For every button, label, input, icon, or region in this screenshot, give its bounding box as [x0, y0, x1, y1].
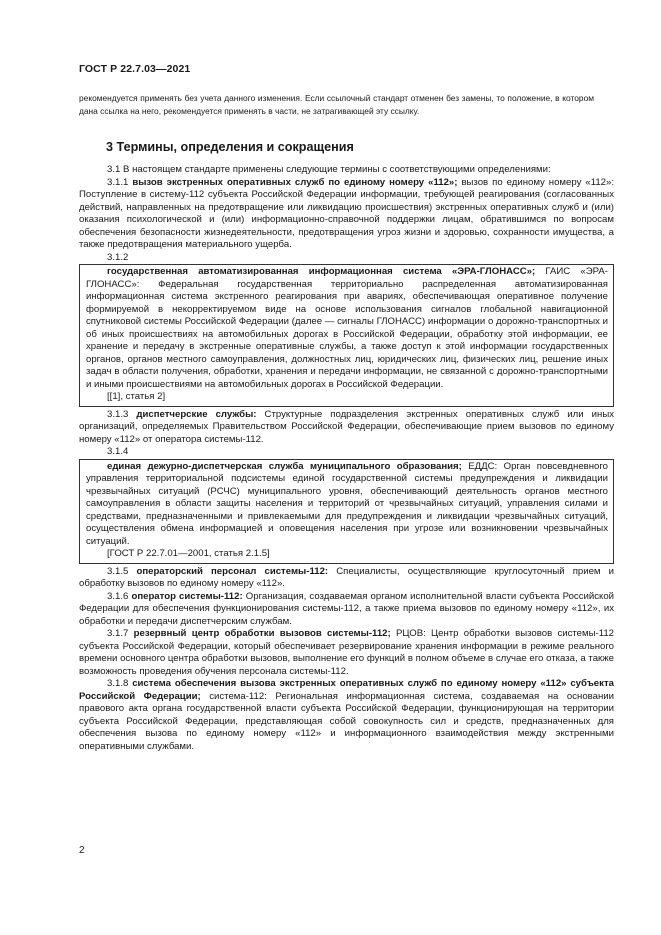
intro-paragraph: рекомендуется применять без учета данного изменения. Если ссылочный стандарт отменен без замены, то положение, в котором дана ссылка на него, рекомендуется применять в части, не затрагивающей эту ссылку. [79, 93, 594, 116]
term-3-1-7 [79, 628, 614, 678]
term-3-1-8 [79, 678, 614, 753]
term-reference: [ГОСТ Р 22.7.01—2001, статья 2.1.5] [107, 548, 270, 559]
term-3-1-2 [86, 266, 608, 391]
term-number: 3.1.1 [107, 176, 129, 188]
term-3-1-1 [79, 177, 614, 252]
section-title: 3 Термины, определения и сокращения [106, 140, 354, 154]
term-3-1-4 [86, 461, 608, 549]
paragraph-3-1: 3.1 В настоящем стандарте применены следующие термины с соответствующими определениями: [107, 164, 551, 175]
term-box-3-1-4 [79, 459, 614, 564]
term-definition: Специалисты, осуществляющие круглосуточный прием и обработку вызовов по единому номеру «112». [79, 565, 614, 589]
term-number-3-1-2: 3.1.2 [107, 251, 129, 263]
term-number-3-1-4: 3.1.4 [107, 446, 129, 457]
term-3-1-5 [79, 566, 614, 591]
term-number: 3.1.5 [107, 565, 129, 577]
term-definition: система-112: Региональная информационная система, создаваемая на основании правового акта органа государственной власти субъекта Российской Федерации, функционирующая на территории субъекта Российской Федерации, представляющая собой совокупность сил и средств, предназначенных для обеспечения вызова по единому номеру «112» и информационного взаимодействия между экстренными оперативными службами. [79, 690, 615, 752]
term-name: система обеспечения вызова экстренных оперативных служб по единому номеру «112» субъекта Российской Федерации; [79, 678, 614, 702]
term-number: 3.1.3 [107, 408, 129, 420]
term-definition: РЦОВ: Центр обработки вызовов системы-112 субъекта Российской Федерации, который обеспечивает резервирование хранения информации в режиме реального времени основного центра обработки вызовов, выполнение его функций в полном объеме в случае его отказа, а также возможность проведения обучения персонала системы-112. [79, 628, 614, 677]
term-3-1-6 [79, 591, 614, 629]
term-reference: [[1], статья 2] [107, 391, 166, 402]
term-definition: ГАИС «ЭРА-ГЛОНАСС»: Федеральная государственная территориально распределенная автоматизированная информационная система экстренного реагирования при авариях, обеспечивающая оперативное получение формируемой в некорректируемом виде на основе использования сигналов глобальной навигационной спутниковой системы Российской Федерации (далее — сигналы ГЛОНАСС) информации о дорожно-транспортных и об иных происшествиях на автомобильных дорогах в Российской Федерации, обработку этой информации, ее хранение и передачу в экстренные оперативные службы, а также доступ к этой информации государственных органов, органов местного самоуправления, должностных лиц, юридических лиц, физических лиц, решение иных задач в области получения, обработки, хранения и передачи информации, не связанной с дорожно-транспортными и иными происшествиями на автомобильных дорогах в Российской Федерации. [86, 266, 608, 390]
term-name: единая дежурно-диспетчерская служба муниципального образования; [107, 460, 462, 472]
term-name: операторский персонал системы-112: [136, 565, 329, 577]
term-name: вызов экстренных оперативных служб по единому номеру «112»; [132, 176, 458, 188]
term-number: 3.1.8 [107, 678, 129, 689]
term-definition: Организация, создаваемая органом исполнительной власти субъекта Российской Федерации для обеспечения функционирования системы-112, а также приема вызовов по единому номеру «112», их обработки и передачи диспетчерским службам. [79, 590, 615, 627]
term-name: оператор системы-112: [131, 590, 243, 602]
term-box-3-1-2 [79, 264, 614, 407]
term-definition: вызов по единому номеру «112»: Поступление в систему-112 субъекта Российской Федерации информации, требующей реагирования (согласованных действий, направленных на предотвращение или ликвидацию происшествия) экстренных оперативных служб и (или) оказания психологической и (или) информационно-справочной поддержки лицам, обратившимся по вопросам обеспечения безопасности жизнедеятельности, предотвращения угроз жизни и здоровью, сохранности имущества, а также предотвращения материального ущерба. [79, 176, 614, 250]
term-name: государственная автоматизированная информационная система «ЭРА-ГЛОНАСС»; [107, 266, 536, 277]
term-definition: ЕДДС: Орган повсевдневного управления территориальной подсистемы единой государственной системы предупреждения и ликвидации чрезвычайных ситуаций (РСЧС) муниципального уровня, обеспечивающий деятельность органов местного самоуправления в области защиты населения и территорий от чрезвычайных ситуаций, управления силами и средствами, предназначенными и привлекаемыми для предупреждения и ликвидации чрезвычайных ситуаций, осуществления обмена информацией и оповещения населения при угрозе или возникновении чрезвычайных ситуаций. [86, 460, 609, 547]
document-header: ГОСТ Р 22.7.03—2021 [79, 63, 191, 75]
term-number: 3.1.6 [107, 590, 129, 602]
term-number: 3.1.7 [107, 628, 129, 639]
term-3-1-3 [79, 409, 614, 447]
term-name: резервный центр обработки вызовов системы-112; [133, 628, 391, 639]
term-definition: Структурные подразделения экстренных оперативных служб или иных организаций, определяемых Правительством Российской Федерации, обеспечивающие прием вызовов по единому номеру «112» от оператора системы-112. [79, 408, 615, 445]
page-number: 2 [79, 845, 85, 856]
terms-body [79, 164, 614, 753]
term-name: диспетчерские службы: [136, 408, 257, 420]
